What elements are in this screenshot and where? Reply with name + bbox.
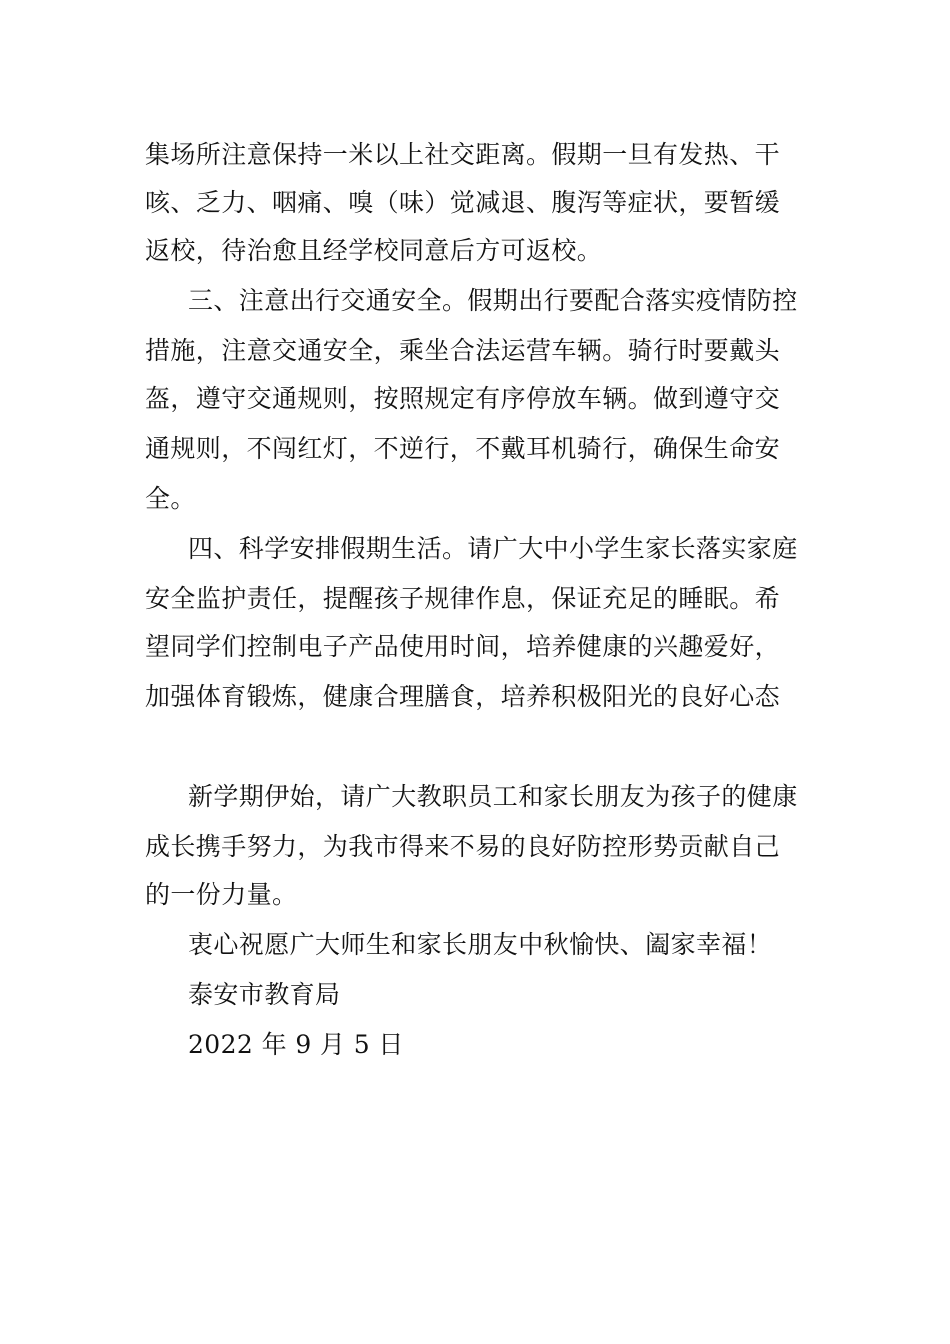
paragraph-line: 集场所注意保持一米以上社交距离。假期一旦有发热、干: [145, 140, 781, 169]
paragraph-line: 成长携手努力，为我市得来不易的良好防控形势贡献自己: [145, 832, 781, 861]
signature-date: 2022 年 9 月 5 日: [188, 1030, 404, 1059]
closing-paragraph-line: 新学期伊始，请广大教职员工和家长朋友为孩子的健康: [188, 782, 798, 811]
greeting-line: 衷心祝愿广大师生和家长朋友中秋愉快、阖家幸福！: [188, 930, 773, 959]
section-three-heading-line: 三、注意出行交通安全。假期出行要配合落实疫情防控: [188, 286, 798, 315]
paragraph-line: 全。: [145, 484, 196, 513]
paragraph-line: 加强体育锻炼，健康合理膳食，培养积极阳光的良好心态: [145, 682, 781, 711]
paragraph-line: 通规则，不闯红灯，不逆行，不戴耳机骑行，确保生命安: [145, 434, 781, 463]
paragraph-line: 返校，待治愈且经学校同意后方可返校。: [145, 236, 603, 265]
paragraph-line: 的一份力量。: [145, 880, 298, 909]
paragraph-line: 咳、乏力、咽痛、嗅（味）觉减退、腹泻等症状，要暂缓: [145, 188, 781, 217]
paragraph-line: 安全监护责任，提醒孩子规律作息，保证充足的睡眠。希: [145, 584, 781, 613]
signature-org: 泰安市教育局: [188, 980, 341, 1009]
section-four-heading-line: 四、科学安排假期生活。请广大中小学生家长落实家庭: [188, 534, 798, 563]
paragraph-line: 望同学们控制电子产品使用时间，培养健康的兴趣爱好，: [145, 632, 781, 661]
paragraph-line: 措施，注意交通安全，乘坐合法运营车辆。骑行时要戴头: [145, 336, 781, 365]
paragraph-line: 盔，遵守交通规则，按照规定有序停放车辆。做到遵守交: [145, 384, 781, 413]
